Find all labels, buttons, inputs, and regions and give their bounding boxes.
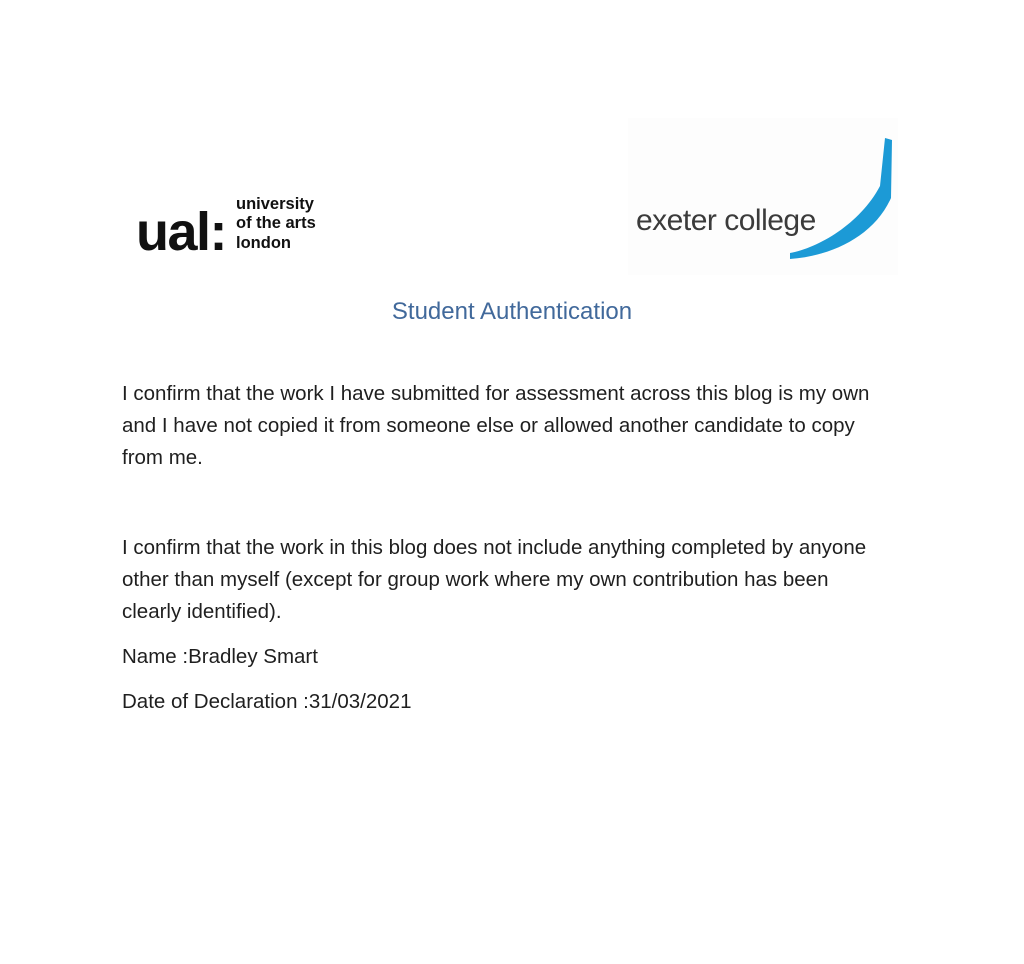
exeter-swoosh-icon bbox=[788, 128, 898, 263]
ual-logo-wordmark bbox=[236, 195, 316, 257]
exeter-college-logo-text: exeter college bbox=[636, 204, 816, 237]
ual-logo-line-3: london bbox=[236, 233, 291, 252]
declaration-date-line: Date of Declaration :31/03/2021 bbox=[122, 690, 412, 713]
exeter-college-logo bbox=[628, 118, 898, 275]
logo-row bbox=[0, 110, 1024, 275]
page-title: Student Authentication bbox=[391, 298, 633, 325]
ual-logo-line-2: of the arts bbox=[236, 214, 316, 233]
confirmation-paragraph-2: I confirm that the work in this blog does not include anything completed by anyone other than myself (except for group work where my own contribution has been clearly identified). bbox=[122, 536, 867, 623]
confirmation-paragraph-1: I confirm that the work I have submitted for assessment across this blog is my own and I have not copied it from someone else or allowed another candidate to copy from me. bbox=[122, 382, 870, 469]
ual-logo-line-1: university bbox=[236, 195, 314, 213]
student-name-line: Name :Bradley Smart bbox=[122, 645, 318, 668]
ual-logo bbox=[136, 195, 316, 262]
ual-logo-mark: ual: bbox=[136, 201, 227, 262]
